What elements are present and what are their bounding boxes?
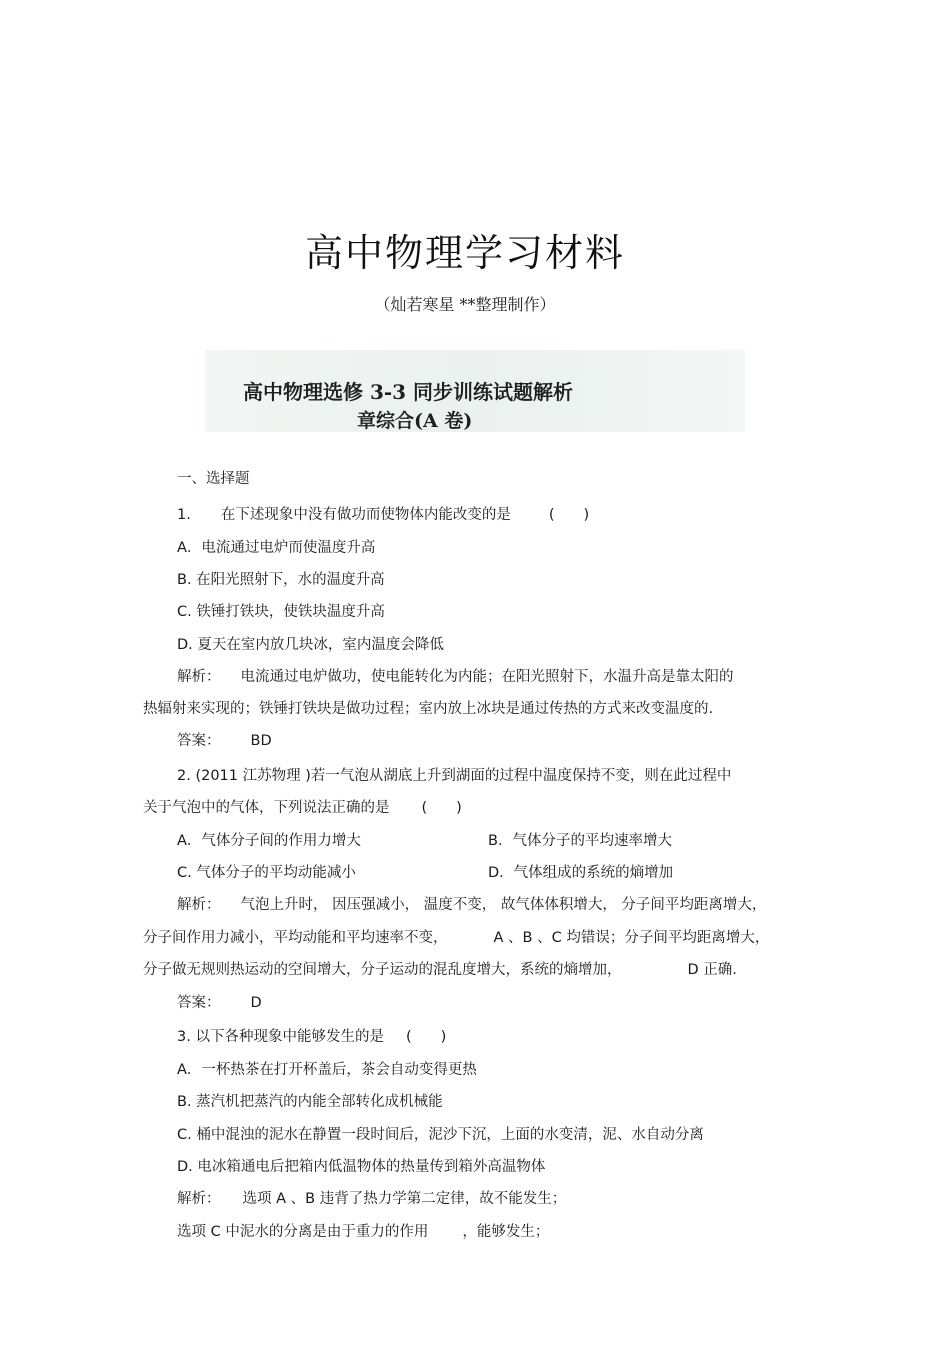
analysis-label: 解析：	[177, 669, 221, 685]
question-2-stem-cont	[143, 796, 462, 817]
analysis-text: 分子做无规则热运动的空间增大，分子运动的混乱度增大，系统的熵增加，	[143, 962, 622, 978]
answer-value: D	[250, 995, 262, 1011]
question-text: 3. 以下各种现象中能够发生的是	[177, 1029, 384, 1045]
analysis-text: D 正确.	[687, 962, 737, 978]
option-c: C. 铁锤打铁块，使铁块温度升高	[177, 604, 385, 620]
document-title: 高中物理学习材料	[304, 231, 625, 275]
banner-title: 高中物理选修 3-3 同步训练试题解析	[243, 380, 574, 404]
answer-label: 答案：	[177, 995, 221, 1011]
analysis-label: 解析：	[177, 1191, 221, 1207]
option-d: D. 电冰箱通电后把箱内低温物体的热量传到箱外高温物体	[177, 1159, 546, 1175]
answer-line	[177, 991, 262, 1012]
option-b: B．气体分子的平均速率增大	[488, 833, 672, 849]
analysis-text: ，能够发生；	[462, 1224, 550, 1240]
option-d: D．气体组成的系统的熵增加	[488, 865, 674, 881]
answer-value: BD	[250, 733, 272, 749]
option-a: A．电流通过电炉而使温度升高	[177, 540, 376, 556]
analysis-text: A 、B 、C 均错误；分子间平均距离增大，	[493, 930, 770, 946]
option-d: D. 夏天在室内放几块冰，室内温度会降低	[177, 637, 444, 653]
analysis-line	[177, 665, 734, 686]
analysis-line	[177, 893, 766, 914]
option-b: B. 在阳光照射下，水的温度升高	[177, 572, 385, 588]
answer-blank: ( )	[421, 800, 462, 816]
answer-line	[177, 729, 272, 750]
analysis-line	[177, 1220, 549, 1241]
question-number: 1.	[177, 507, 191, 523]
analysis-text: 选项 A 、B 违背了热力学第二定律，故不能发生；	[242, 1191, 567, 1207]
question-text: 在下述现象中没有做功而使物体内能改变的是	[220, 507, 511, 523]
answer-label: 答案：	[177, 733, 221, 749]
answer-blank: ( )	[548, 507, 590, 523]
analysis-text: 气泡上升时， 因压强减小， 温度不变， 故气体体积增大， 分子间平均距离增大，	[240, 897, 767, 913]
option-c: C. 桶中混浊的泥水在静置一段时间后，泥沙下沉，上面的水变清，泥、水自动分离	[177, 1127, 704, 1143]
question-text: 关于气泡中的气体，下列说法正确的是	[143, 800, 390, 816]
option-a: A．气体分子间的作用力增大	[177, 833, 361, 849]
question-1-stem	[177, 503, 589, 524]
title-banner-image	[205, 350, 745, 432]
analysis-line	[143, 926, 769, 947]
answer-blank: ( )	[405, 1029, 447, 1045]
section-title: 一、选择题	[177, 471, 250, 487]
document-subtitle: （灿若寒星 **整理制作）	[374, 295, 556, 314]
analysis-line: 热辐射来实现的；铁锤打铁块是做功过程；室内放上冰块是通过传热的方式来改变温度的.	[143, 701, 714, 717]
question-2-stem: 2. (2011 江苏物理 )若一气泡从湖底上升到湖面的过程中温度保持不变，则在此过程中	[177, 768, 732, 784]
option-b: B. 蒸汽机把蒸汽的内能全部转化成机械能	[177, 1094, 443, 1110]
analysis-line	[177, 1187, 566, 1208]
question-3-stem	[177, 1025, 446, 1046]
analysis-label: 解析：	[177, 897, 221, 913]
banner-subtitle: 章综合(A 卷)	[357, 410, 473, 432]
analysis-text: 选项 C 中泥水的分离是由于重力的作用	[177, 1224, 429, 1240]
option-c: C. 气体分子的平均动能减小	[177, 865, 356, 881]
analysis-text: 分子间作用力减小，平均动能和平均速率不变，	[143, 930, 448, 946]
analysis-line	[143, 958, 737, 979]
analysis-text: 电流通过电炉做功，使电能转化为内能；在阳光照射下，水温升高是靠太阳的	[240, 669, 734, 685]
option-a: A．一杯热茶在打开杯盖后，茶会自动变得更热	[177, 1062, 477, 1078]
